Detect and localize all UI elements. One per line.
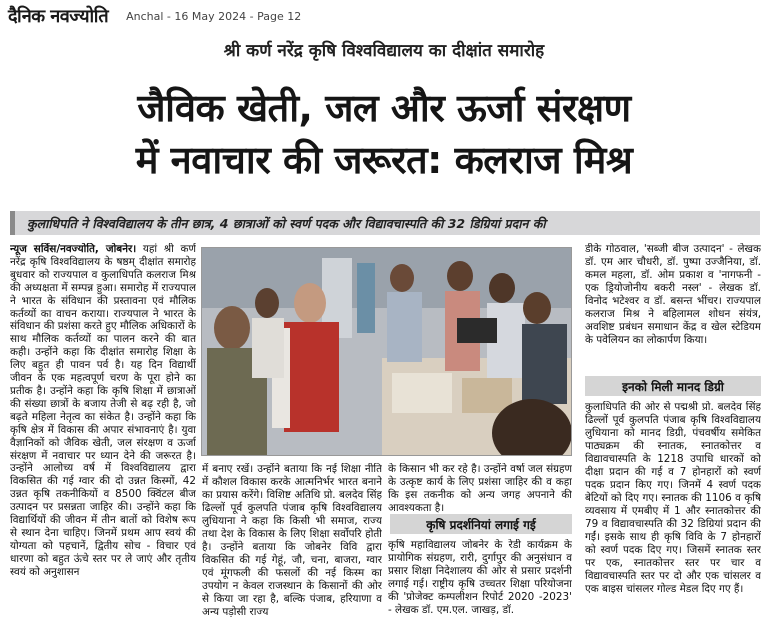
- masthead: [8, 4, 760, 28]
- article-headline: [0, 82, 768, 186]
- column-2-text: में बनाए रखें। उन्होंने बताया कि नई शिक्षा नीति में कौशल विकास करके आत्मनिर्भर भारत बनाने का प्रयास करेंगे। विशिष्ट अतिथि प्रो. बलदेव सिंह ढिल्लों पूर्व कुलपति पंजाब कृषि विश्वविद्यालय लुधियाना ने कहा कि किसी भी समाज, राज्य तथा देश के विकास के लिए शिक्षा सर्वोपरि होती है। उन्होंने बताया कि जोबनेर विवि द्वारा विकसित की गई गेहूं, जौ, चना, बाजरा, ग्वार एवं मूंगफली की फसलों की नई किस्म का उपयोग न केवल राजस्थान के किसानों की ओर से किया जा रहा है, बल्कि पंजाब, हरियाणा व अन्य पड़ोसी राज्य: [202, 463, 382, 618]
- article-deck: कुलाधिपति ने विश्वविद्यालय के तीन छात्र, 4 छात्राओं को स्वर्ण पदक और विद्यावचास्पति की 32 डिग्रियां प्रदान की: [27, 215, 546, 231]
- subhead-honorary-degree: [585, 376, 761, 396]
- subhead-exhibitions-label: कृषि प्रदर्शनियां लगाई गई: [426, 517, 536, 532]
- article-kicker: श्री कर्ण नरेंद्र कृषि विश्वविद्यालय का दीक्षांत समारोह: [223, 41, 545, 61]
- subhead-honorary-degree-label: इनको मिली मानद डिग्री: [622, 379, 724, 394]
- photo-illustration: [202, 248, 572, 456]
- column-1: [10, 243, 196, 635]
- headline-line-2: में नवाचार की जरूरत: कलराज मिश्र: [135, 138, 633, 182]
- headline-line-1: जैविक खेती, जल और ऊर्जा संरक्षण: [137, 86, 631, 130]
- column-3b-text: कृषि महाविद्यालय जोबनेर के रेडी कार्यक्रम के प्रायोगिक संग्रहण, रारी, दुर्गापुर की अनुसंधान व प्रसार शिक्षा निदेशालय की ओर से प्रसार प्रदर्शनी लगाई गई। राष्ट्रीय कृषि उच्चतर शिक्षा परियोजना की 'प्रोजेक्ट कम्पलीशन रिपोर्ट 2020 -2023' - लेखक डॉ. एम.एल. जाखड़, डॉ.: [388, 539, 572, 616]
- byline: न्यूज सर्विस/नवज्योति, जोबनेर।: [10, 243, 137, 255]
- column-4b-text: कुलाधिपति की ओर से पद्मश्री प्रो. बलदेव सिंह ढिल्लों पूर्व कुलपति पंजाब कृषि विश्वविद्यालय लुधियाना को मानद डिग्री, पंचवर्षीय समेकित पाठ्यक्रम की स्नातक, स्नातकोत्तर व विद्यावचास्पति के 1218 उपाधि धारकों को दीक्षा प्रदान की गई व 7 होनहारों को स्वर्ण पदक प्रदान किए गए। जिनमें 4 स्वर्ण पदक बेटियों को दिए गए। स्नातक की 1106 व कृषि व्यवसाय में एमबीए में 1 और स्नातकोत्तर की 79 व विद्यावचास्पति की 32 डिग्रियां प्रदान की गईं। इसके साथ ही कृषि विवि के 7 होनहारों को स्वर्ण पदक दिए गए। जिसमें स्नातक स्तर पर एक, स्नातकोत्तर स्तर पर चार व विद्यावचास्पति स्तर पर दो और एक चांसलर व एक बाइस चांसलर गोल्ड मेडल दिए गए हैं।: [585, 401, 761, 595]
- edition-line: Anchal - 16 May 2024 - Page 12: [126, 9, 302, 23]
- news-photo: [201, 247, 572, 456]
- column-4-text: डीके गोठवाल, 'सब्जी बीज उत्पादन' - लेखक डॉ. एम आर चौधरी, डॉ. पुष्पा उज्जैनिया, डॉ. कमल महला, डॉ. ओम प्रकाश व 'नागफनी - एक ड्रियोजोनीय बकरी नस्ल' - लेखक डॉ. विनोद भटेश्वर व डॉ. बसन्त भींचर। राज्यपाल कलराज मिश्र ने बहिलामल शोधन संयंत्र, अवशिष्ट प्रबंधन समाधान केंद्र व खेल स्टेडियम के पवेलियन का लोकार्पण किया।: [585, 243, 761, 346]
- column-3-text: के किसान भी कर रहे है। उन्होंने वर्षा जल संग्रहण के उत्कृष्ट कार्य के लिए प्रशंसा जाहिर की व कहा कि इस तकनीक को अन्य जगह अपनाने की आवश्यकता है।: [388, 463, 572, 514]
- subhead-exhibitions: [390, 514, 572, 534]
- deck-bar: [10, 211, 760, 235]
- column-1-text: यहां श्री कर्ण नरेंद्र कृषि विश्वविद्यालय के षष्ठम् दीक्षांत समारोह बुधवार को राज्यपाल व कुलाधिपति कलराज मिश्र की अध्यक्षता में सम्पन्न हुआ। समारोह में राज्यपाल ने भारत के संविधान की प्रस्तावना एवं मौलिक कर्तव्यों का वाचन कराया। राज्यपाल ने भारत के संविधान की प्रशंसा करते हुए मौलिक अधिकारों के साथ मौलिक कर्तव्यों का पालन करने की बात कही। उन्होंने कहा कि दीक्षांत समारोह शिक्षा के लिए बहुत ही पावन पर्व है। यह दिन विद्यार्थी जीवन के एक महत्वपूर्ण चरण के पूरा होने का प्रतीक है। उन्होंने कहा कि कृषि शिक्षा में छात्राओं की संख्या छात्रों के बजाय तेजी से बढ़ रही है, जो बढ़ते महिला नेतृत्व का संकेत है। उन्होंने कहा कि कृषि क्षेत्र में विकास की अपार संभावनाएं है। युवा वैज्ञानिकों को जैविक खेती, जल संरक्षण व ऊर्जा संरक्षण में नवाचार पर ध्यान देने की जरूरत है। उन्होंने आलोच्य वर्ष में विश्वविद्यालय द्वारा विकसित की गई ग्वार की दो उन्नत किस्मों, 42 उन्नत कृषि तकनीकियों व 8500 क्विंटल बीज उत्पादन पर प्रसन्नता जाहिर की। उन्होंने कहा कि विद्यार्थियों की जीवन में तीन बातों को विशेष रूप से स्थान देना चाहिए। जिनमें प्रथम आप स्वयं की योग्यता को पहचानें, द्वितीय सोच - विचार एवं धारणा को बहुत ऊंचे स्तर पर ले जाएं और तृतीय स्वयं को अनुशासन: [10, 243, 196, 578]
- newspaper-logo: दैनिक नवज्योति: [8, 6, 109, 27]
